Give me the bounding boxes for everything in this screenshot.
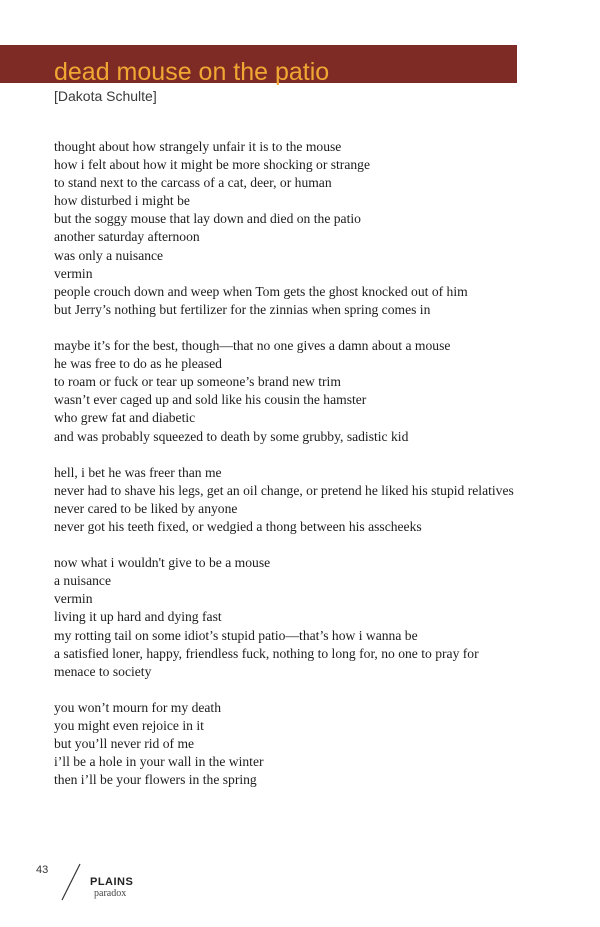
poem-line: but the soggy mouse that lay down and died on the patio — [54, 211, 361, 227]
poem-line: how i felt about how it might be more shocking or strange — [54, 157, 370, 173]
poem-line: was only a nuisance — [54, 247, 164, 263]
poem-line: who grew fat and diabetic — [54, 410, 196, 426]
poem-line: vermin — [54, 265, 93, 281]
poem-line: and was probably squeezed to death by some grubby, sadistic kid — [54, 428, 409, 444]
poem-line: maybe it’s for the best, though—that no one gives a damn about a mouse — [54, 338, 451, 354]
poem-line: menace to society — [54, 663, 152, 679]
poem-line: but you’ll never rid of me — [54, 736, 195, 752]
poem-line: wasn’t ever caged up and sold like his cousin the hamster — [54, 392, 367, 408]
poem-line: he was free to do as he pleased — [54, 356, 222, 372]
stanza-3 — [54, 464, 574, 536]
poem-line: i’ll be a hole in your wall in the winter — [54, 754, 264, 770]
poem-line: another saturday afternoon — [54, 229, 200, 245]
poem-body — [54, 138, 574, 807]
poem-line: to roam or fuck or tear up someone’s brand new trim — [54, 374, 341, 390]
poem-line: to stand next to the carcass of a cat, deer, or human — [54, 175, 332, 191]
author-name: [Dakota Schulte] — [54, 88, 157, 104]
poem-line: how disturbed i might be — [54, 193, 190, 209]
poem-line: people crouch down and weep when Tom gets the ghost knocked out of him — [54, 283, 468, 299]
poem-line: living it up hard and dying fast — [54, 609, 222, 625]
poem-line: never got his teeth fixed, or wedgied a thong between his asscheeks — [54, 518, 422, 534]
stanza-4 — [54, 554, 574, 681]
page-number: 43 — [36, 864, 49, 876]
stanza-5 — [54, 699, 574, 789]
page-footer — [36, 858, 156, 908]
stanza-1 — [54, 138, 574, 319]
poem-line: then i’ll be your flowers in the spring — [54, 772, 257, 788]
magazine-logo: PLAINS — [90, 876, 134, 888]
stanza-2 — [54, 337, 574, 446]
poem-line: never had to shave his legs, get an oil change, or pretend he liked his stupid relatives — [54, 482, 514, 498]
poem-line: hell, i bet he was freer than me — [54, 464, 222, 480]
poem-line: a satisfied loner, happy, friendless fuck, nothing to long for, no one to pray for — [54, 645, 479, 661]
poem-line: thought about how strangely unfair it is to the mouse — [54, 139, 342, 154]
poem-line: never cared to be liked by anyone — [54, 500, 238, 516]
poem-line: you might even rejoice in it — [54, 718, 204, 733]
poem-line: my rotting tail on some idiot’s stupid patio—that’s how i wanna be — [54, 627, 418, 643]
slash-divider-icon — [56, 862, 86, 902]
poem-line: but Jerry’s nothing but fertilizer for the zinnias when spring comes in — [54, 301, 431, 317]
poem-line: now what i wouldn't give to be a mouse — [54, 555, 271, 571]
poem-line: you won’t mourn for my death — [54, 699, 222, 715]
poem-line: vermin — [54, 591, 93, 607]
magazine-logo-subtitle: paradox — [94, 888, 127, 899]
poem-line: a nuisance — [54, 573, 111, 589]
poem-title: dead mouse on the patio — [54, 58, 330, 86]
